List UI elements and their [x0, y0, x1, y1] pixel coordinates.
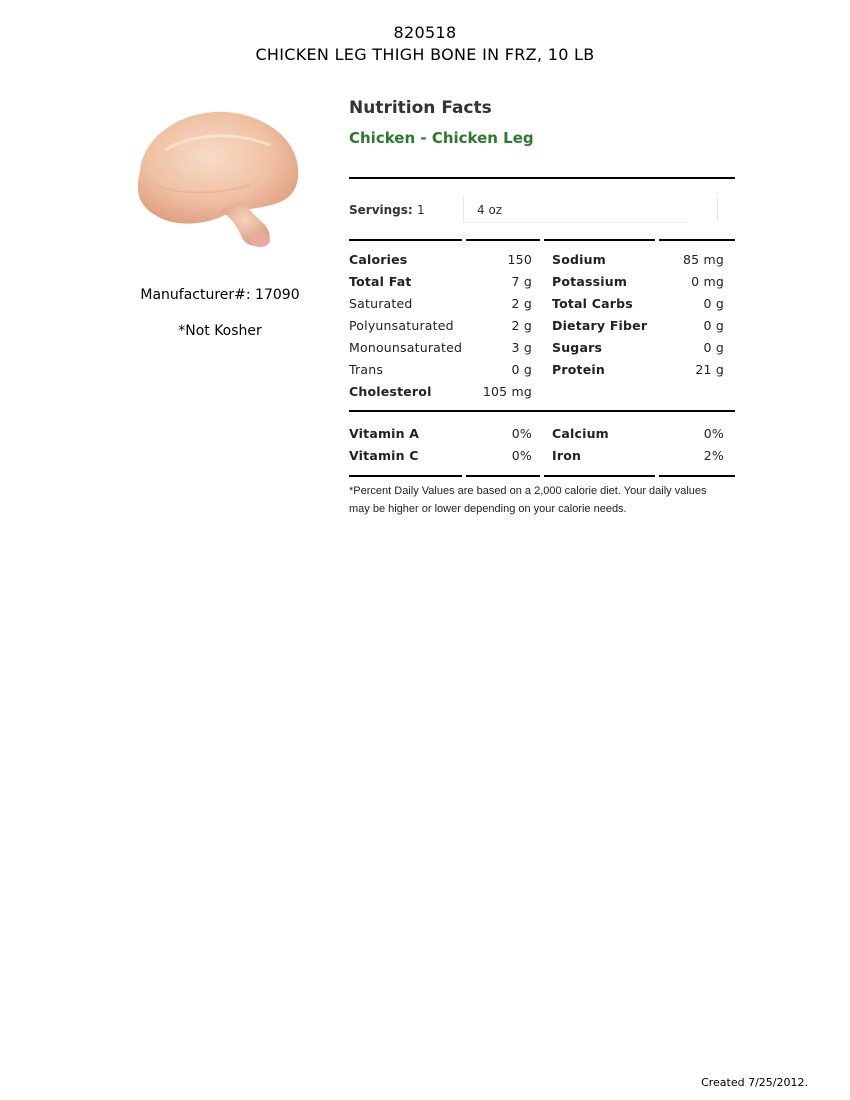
column-gap [462, 475, 466, 477]
nutrient-value: 2% [703, 448, 724, 463]
daily-value-footnote: *Percent Daily Values are based on a 2,000 calorie diet. Your daily values may be higher or lower depending on your calorie needs. [349, 485, 707, 515]
nutrient-row [349, 249, 532, 271]
nutrient-value: 7 g [511, 274, 532, 289]
nutrient-row [349, 315, 532, 337]
chicken-leg-photo [120, 100, 310, 265]
servings-label: Servings: [349, 203, 413, 217]
nutrient-name: Protein [552, 362, 605, 377]
product-name: CHICKEN LEG THIGH BONE IN FRZ, 10 LB [255, 45, 595, 64]
column-gap [540, 475, 544, 477]
nutrient-row [349, 293, 532, 315]
nutrient-value: 3 g [511, 340, 532, 355]
servings-field-border [717, 198, 718, 222]
serving-unit: 4 oz [477, 203, 503, 217]
nutrient-name: Dietary Fiber [552, 318, 648, 333]
nutrient-row [552, 445, 724, 467]
servings-row [349, 196, 735, 226]
nutrient-value: 21 g [695, 362, 724, 377]
nutrient-value: 0 g [703, 340, 724, 355]
nutrient-row [552, 249, 724, 271]
nutrient-row [552, 337, 724, 359]
nutrient-name: Sugars [552, 340, 603, 355]
nutrient-row [552, 423, 724, 445]
servings-value: 1 [417, 203, 425, 217]
nutrient-row [349, 359, 532, 381]
nutrient-row [349, 423, 532, 445]
nutrient-row [349, 337, 532, 359]
nutrient-value: 0 mg [691, 274, 724, 289]
column-gap [655, 475, 659, 477]
nutrient-row [552, 271, 724, 293]
nutrient-value: 2 g [511, 296, 532, 311]
nutrient-name: Potassium [552, 274, 628, 289]
nutrient-value: 105 mg [482, 384, 532, 399]
nutrient-row [349, 445, 532, 467]
manufacturer-number: Manufacturer#: 17090 [140, 287, 300, 303]
created-date: Created 7/25/2012. [701, 1076, 808, 1089]
nutrient-row [552, 315, 724, 337]
nutrient-name: Vitamin C [349, 448, 419, 463]
column-gap [655, 239, 659, 241]
nutrient-row [349, 271, 532, 293]
nutrient-name: Vitamin A [349, 426, 420, 441]
nutrient-row [552, 359, 724, 381]
nutrient-name: Sodium [552, 252, 606, 267]
nutrient-value: 0% [511, 426, 532, 441]
nutrition-facts-panel [349, 96, 735, 515]
servings-field-border [463, 196, 464, 222]
divider [349, 177, 735, 179]
nutrient-name: Calcium [552, 426, 609, 441]
nutrient-value: 0% [703, 426, 724, 441]
nutrition-subtitle: Chicken - Chicken Leg [349, 129, 534, 147]
item-number: 820518 [393, 23, 457, 42]
nutrient-value: 0% [511, 448, 532, 463]
nutrient-row [552, 293, 724, 315]
column-gap [462, 239, 466, 241]
nutrient-name: Monounsaturated [349, 340, 463, 355]
nutrient-name: Polyunsaturated [349, 318, 454, 333]
column-gap [540, 239, 544, 241]
nutrient-value: 150 [507, 252, 532, 267]
nutrient-name: Saturated [349, 296, 413, 311]
nutrient-value: 0 g [511, 362, 532, 377]
nutrient-name: Total Carbs [552, 296, 633, 311]
nutrient-row [349, 381, 532, 403]
nutrition-facts-title: Nutrition Facts [349, 98, 492, 118]
nutrient-value: 85 mg [683, 252, 724, 267]
servings-field-border [463, 222, 687, 223]
nutrient-value: 2 g [511, 318, 532, 333]
kosher-status: *Not Kosher [178, 323, 262, 339]
product-image-panel [110, 100, 330, 265]
nutrient-name: Calories [349, 252, 408, 267]
nutrient-name: Total Fat [349, 274, 412, 289]
nutrient-value: 0 g [703, 296, 724, 311]
nutrient-value: 0 g [703, 318, 724, 333]
nutrient-name: Iron [552, 448, 582, 463]
nutrient-name: Trans [349, 362, 384, 377]
page-header [0, 22, 850, 66]
divider [349, 410, 735, 412]
nutrient-name: Cholesterol [349, 384, 432, 399]
